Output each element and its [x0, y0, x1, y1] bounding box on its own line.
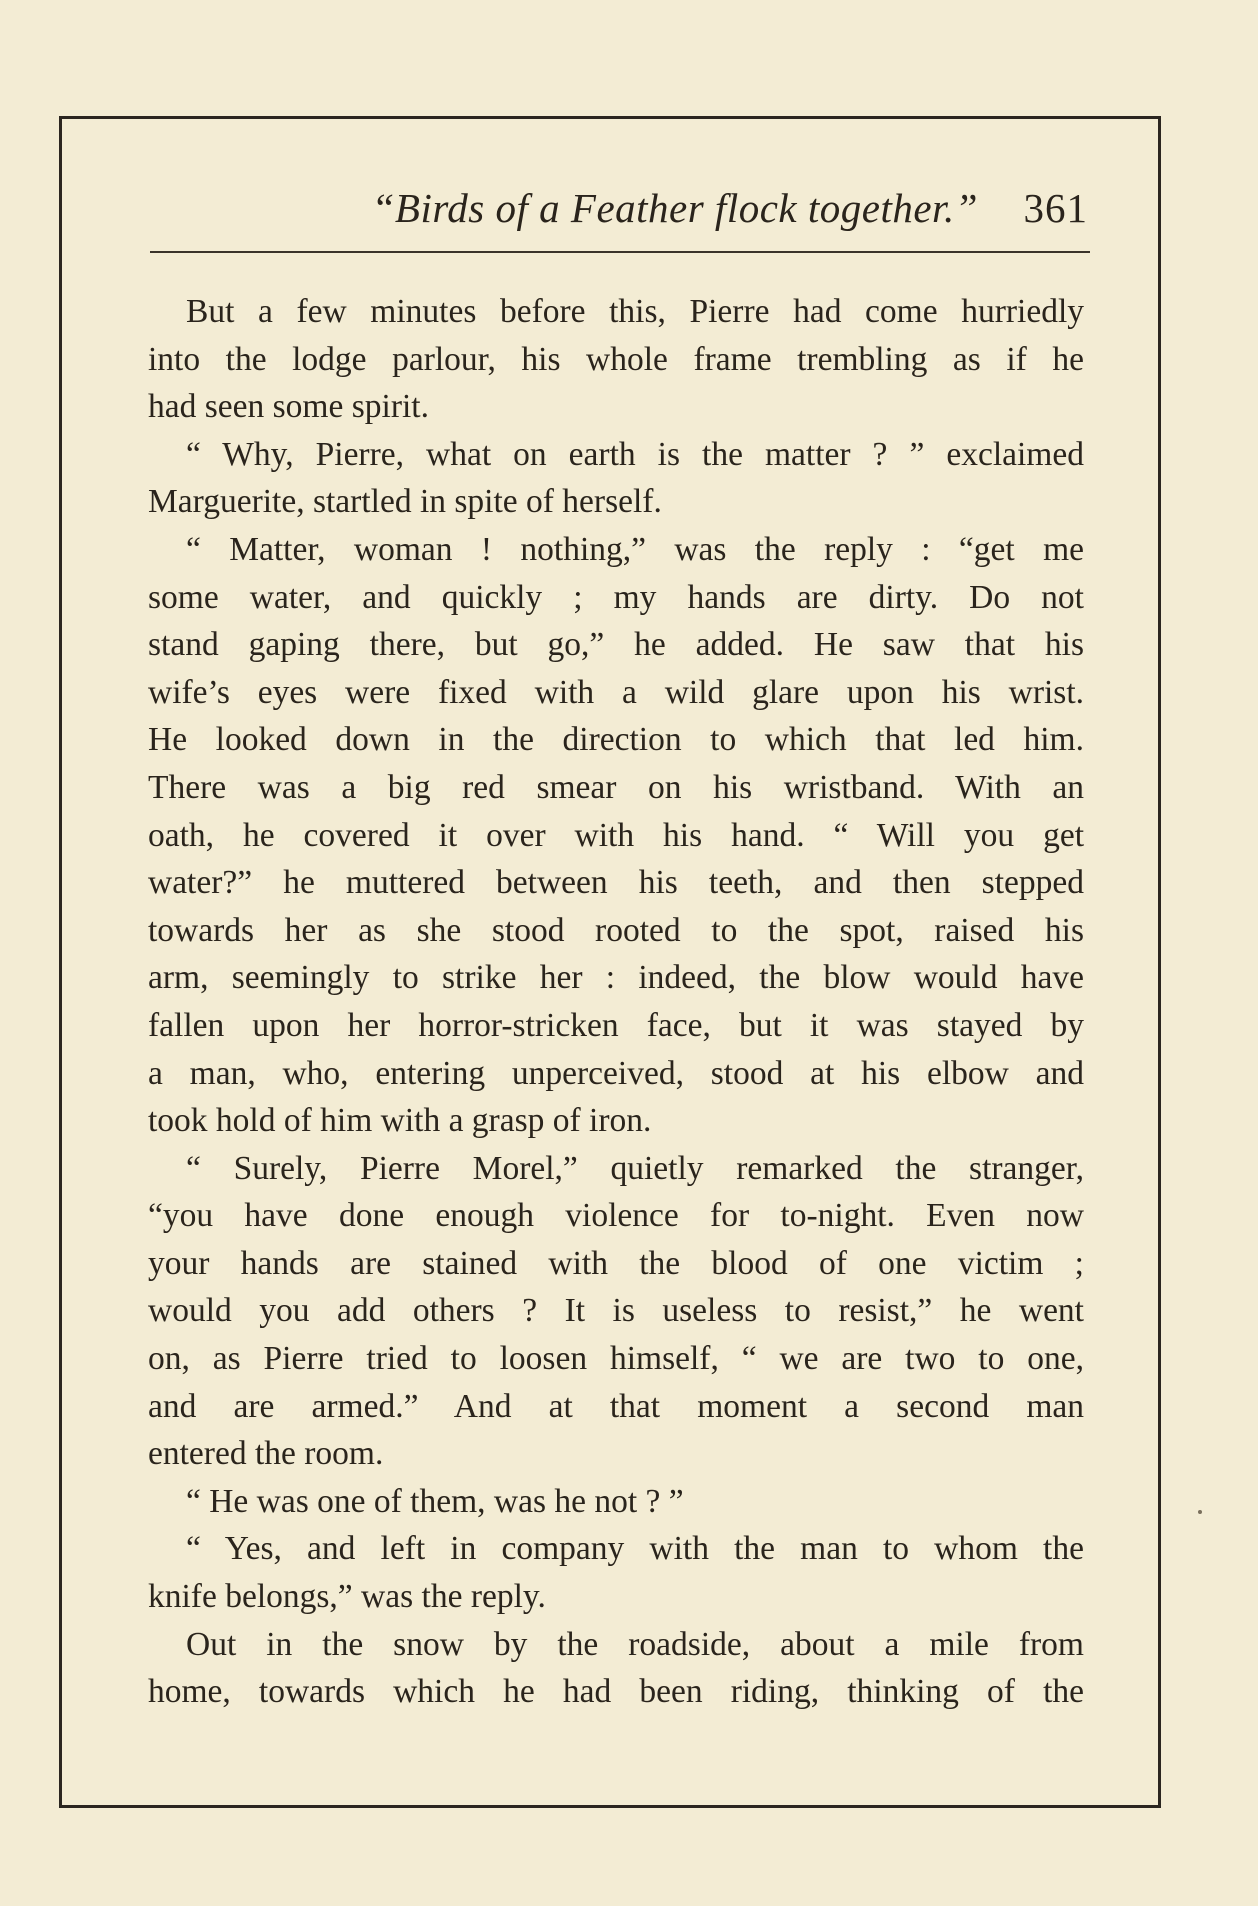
text-line: “ Surely, Pierre Morel,” quietly remarked the stranger,: [186, 1149, 1084, 1187]
text-line: knife belongs,” was the reply.: [148, 1578, 546, 1616]
text-line: a man, who, entering unperceived, stood at his elbow and: [148, 1054, 1084, 1092]
body-text: [148, 288, 1084, 1716]
text-line: fallen upon her horror-stricken face, but it was stayed by: [148, 1006, 1084, 1044]
text-line: “you have done enough violence for to-night. Even now: [148, 1197, 1084, 1235]
text-line: into the lodge parlour, his whole frame trembling as if he: [148, 340, 1084, 378]
header-rule: [150, 251, 1090, 253]
text-line: your hands are stained with the blood of one victim ;: [148, 1244, 1084, 1282]
text-line: “ Matter, woman ! nothing,” was the reply : “get me: [186, 530, 1084, 568]
text-line: water?” he muttered between his teeth, and then stepped: [148, 864, 1084, 902]
text-line: wife’s eyes were fixed with a wild glare upon his wrist.: [148, 673, 1084, 711]
text-line: arm, seemingly to strike her : indeed, the blow would have: [148, 959, 1084, 997]
page-number: 361: [1023, 185, 1088, 231]
text-line: entered the room.: [148, 1435, 384, 1473]
text-line: home, towards which he had been riding, thinking of the: [148, 1673, 1084, 1711]
text-line: “ Yes, and left in company with the man to whom the: [186, 1530, 1084, 1568]
text-line: “ Why, Pierre, what on earth is the matter ? ” exclaimed: [186, 435, 1084, 473]
text-line: He looked down in the direction to which that led him.: [148, 721, 1084, 759]
text-line: Out in the snow by the roadside, about a mile from: [186, 1625, 1084, 1663]
text-line: oath, he covered it over with his hand. “ Will you get: [148, 816, 1084, 854]
text-line: on, as Pierre tried to loosen himself, “ we are two to one,: [148, 1340, 1084, 1378]
text-line: “ He was one of them, was he not ? ”: [186, 1482, 684, 1520]
text-line: and are armed.” And at that moment a second man: [148, 1387, 1084, 1425]
running-head-title: “Birds of a Feather flock together.”: [371, 185, 978, 231]
text-line: stand gaping there, but go,” he added. He saw that his: [148, 626, 1084, 664]
text-line: had seen some spirit.: [148, 388, 429, 426]
text-line: took hold of him with a grasp of iron.: [148, 1102, 652, 1140]
text-line: would you add others ? It is useless to resist,” he went: [148, 1292, 1084, 1330]
paper-speck: [1198, 1510, 1202, 1514]
text-line: But a few minutes before this, Pierre had come hurriedly: [186, 293, 1084, 330]
text-line: There was a big red smear on his wristband. With an: [148, 768, 1084, 806]
running-head: [150, 178, 1088, 238]
text-line: Marguerite, startled in spite of herself.: [148, 483, 662, 521]
text-line: some water, and quickly ; my hands are dirty. Do not: [148, 578, 1084, 616]
text-line: towards her as she stood rooted to the spot, raised his: [148, 911, 1084, 949]
